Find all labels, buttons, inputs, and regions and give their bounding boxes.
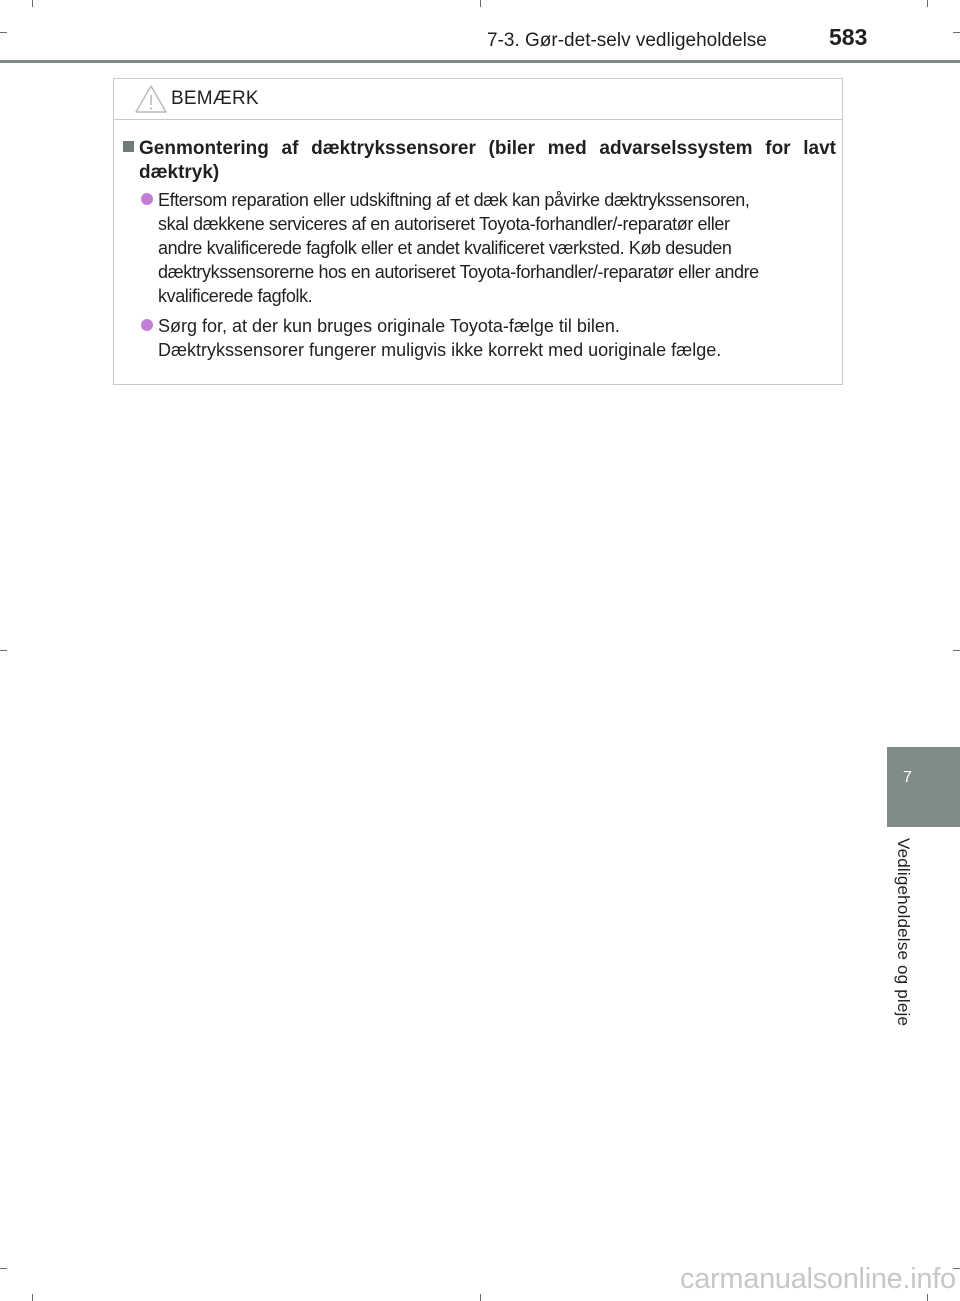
page-number: 583: [829, 24, 868, 50]
crop-mark: [0, 1268, 7, 1269]
section-title: 7-3. Gør-det-selv vedligeholdelse: [487, 30, 767, 51]
notice-heading-row: [123, 137, 836, 185]
crop-mark: [953, 650, 960, 651]
warning-triangle-icon: [134, 84, 168, 114]
bullet-line: Dæktrykssensorer fungerer muligvis ikke korrekt med uoriginale fælge.: [158, 340, 722, 360]
square-bullet-icon: [123, 141, 134, 152]
crop-mark: [480, 0, 481, 7]
crop-mark: [0, 32, 7, 33]
bullet-line: Sørg for, at der kun bruges originale Toyota-fælge til bilen.: [158, 316, 620, 336]
bullet-line: kvalificerede fagfolk.: [158, 286, 313, 306]
list-item: [141, 314, 836, 362]
bullet-line: skal dækkene serviceres af en autoriseret Toyota-forhandler/-reparatør eller: [158, 214, 730, 234]
crop-mark: [0, 650, 7, 651]
circle-bullet-icon: [141, 193, 153, 205]
list-item: [141, 188, 836, 308]
chapter-title: Vedligeholdelse og pleje: [894, 838, 913, 1027]
crop-mark: [480, 1294, 481, 1301]
bullet-text: [158, 314, 836, 362]
watermark: carmanualsonline.info: [680, 1263, 956, 1295]
crop-mark: [32, 0, 33, 7]
notice-box: [113, 78, 843, 385]
notice-label: BEMÆRK: [171, 88, 259, 109]
notice-heading: Genmontering af dæktrykssensorer (biler med advarselssystem for lavt dæktryk): [139, 138, 836, 183]
chapter-tab: [887, 747, 960, 827]
chapter-number: 7: [903, 769, 912, 786]
bullet-line: Eftersom reparation eller udskiftning af et dæk kan påvirke dæktrykssensoren,: [158, 190, 750, 210]
bullet-text: [158, 188, 836, 308]
crop-mark: [32, 1294, 33, 1301]
circle-bullet-icon: [141, 319, 153, 331]
bullet-line: dæktrykssensorerne hos en autoriseret Toyota-forhandler/-reparatør eller andre: [158, 262, 759, 282]
crop-mark: [927, 0, 928, 7]
header-rule: [0, 60, 960, 63]
crop-mark: [953, 32, 960, 33]
notice-header: [114, 79, 842, 120]
bullet-line: andre kvalificerede fagfolk eller et andet kvalificeret værksted. Køb desuden: [158, 238, 732, 258]
